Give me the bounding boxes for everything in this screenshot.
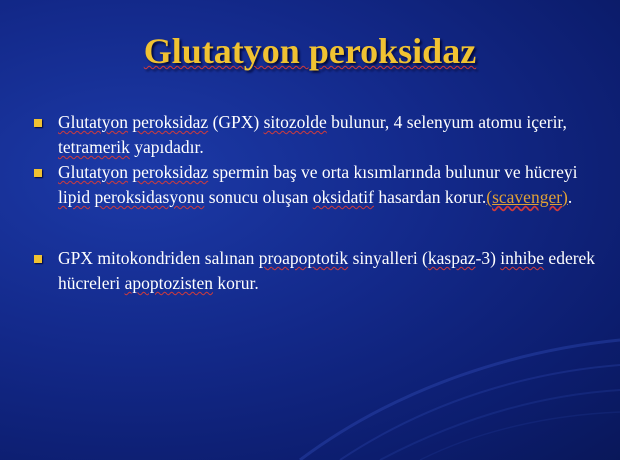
bullet-item-2: Glutatyon peroksidaz spermin baş ve orta kısımlarında bulunur ve hücreyi lipid peroksidasyonu sonucu oluşan oksidatif hasardan korur.(scavenger).	[32, 160, 602, 210]
bullet-item-1: Glutatyon peroksidaz (GPX) sitozolde bulunur, 4 selenyum atomu içerir, tetramerik yapıdadır.	[32, 110, 602, 160]
square-bullet-icon	[34, 119, 42, 127]
scavenger-link[interactable]: (scavenger)	[486, 187, 568, 207]
bullet-list	[32, 110, 602, 296]
square-bullet-icon	[34, 255, 42, 263]
bullet-item-3: GPX mitokondriden salınan proapoptotik sinyalleri (kaspaz-3) inhibe ederek hücreleri apoptozisten korur.	[32, 246, 602, 296]
square-bullet-icon	[34, 169, 42, 177]
slide-title: Glutatyon peroksidaz	[143, 31, 477, 71]
